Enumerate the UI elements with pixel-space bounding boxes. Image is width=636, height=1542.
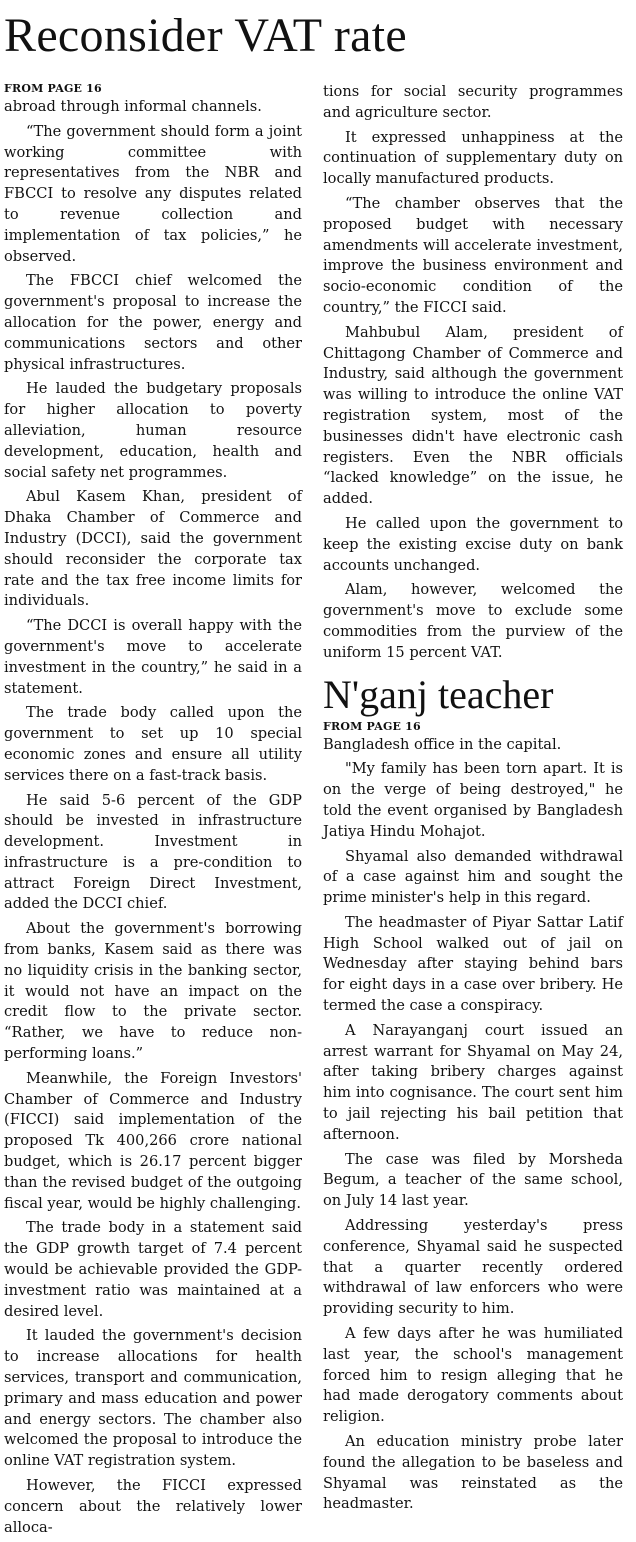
article-paragraph: "My family has been torn apart. It is on the verge of being destroyed," he told the event organised by Bangladesh Jatiya Hindu Mohajot. <box>323 760 623 840</box>
article-paragraph: abroad through informal channels. <box>4 98 262 115</box>
article-paragraph: It lauded the government's decision to increase allocations for health services, transport and communication, primary and mass education and power and energy sectors. The chamber also welcomed the proposal to introduce the online VAT registration system. <box>4 1327 302 1470</box>
article-paragraph: An education ministry probe later found the allegation to be baseless and Shyamal was reinstated as the headmaster. <box>323 1433 623 1513</box>
story1-left-column <box>4 82 302 1542</box>
article-paragraph: Addressing yesterday's press conference, Shyamal said he suspected that a quarter recently ordered withdrawal of law enforcers who were providing security to him. <box>323 1217 623 1318</box>
article-paragraph: He called upon the government to keep the existing excise duty on bank accounts unchanged. <box>323 514 623 574</box>
article-paragraph: He said 5-6 percent of the GDP should be invested in infrastructure development. Investment in infrastructure is a pre-condition to attract Foreign Direct Investment, added the DCCI chief. <box>4 791 302 913</box>
article-paragraph: Meanwhile, the Foreign Investors' Chamber of Commerce and Industry (FICCI) said implementation of the proposed Tk 400,266 crore national budget, which is 26.17 percent bigger than the revised budget of the outgoing fiscal year, would be highly challenging. <box>4 1069 302 1212</box>
story1-headline: Reconsider VAT rate <box>4 9 407 62</box>
story2-headline: N'ganj teacher <box>323 671 554 717</box>
article-paragraph: The trade body in a statement said the GDP growth target of 7.4 percent would be achievable provided the GDP-investment ratio was maintained at a desired level. <box>4 1219 302 1320</box>
story1-jump-label: FROM PAGE 16 <box>4 82 102 95</box>
article-paragraph: The trade body called upon the government to set up 10 special economic zones and ensure all utility services there on a fast-track basis. <box>4 704 302 784</box>
article-paragraph: Alam, however, welcomed the government's move to exclude some commodities from the purview of the uniform 15 percent VAT. <box>323 581 623 661</box>
article-paragraph: Shyamal also demanded withdrawal of a case against him and sought the prime minister's help in this regard. <box>323 847 623 907</box>
article-paragraph: tions for social security programmes and agriculture sector. <box>323 83 623 121</box>
article-paragraph: The FBCCI chief welcomed the government's proposal to increase the allocation for the power, energy and communications sectors and other physical infrastructures. <box>4 272 302 373</box>
article-paragraph: The headmaster of Piyar Sattar Latif High School walked out of jail on Wednesday after staying behind bars for eight days in a case over bribery. He termed the case a conspiracy. <box>323 913 623 1015</box>
article-paragraph: “The government should form a joint working committee with representatives from the NBR and FBCCI to resolve any disputes related to revenue collection and implementation of tax policies,” he observed. <box>4 122 302 265</box>
article-paragraph: “The DCCI is overall happy with the government's move to accelerate investment in the country,” he said in a statement. <box>4 617 302 697</box>
article-paragraph: It expressed unhappiness at the continuation of supplementary duty on locally manufactured products. <box>323 128 623 188</box>
article-paragraph: “The chamber observes that the proposed budget with necessary amendments will accelerate investment, improve the business environment and socio-economic condition of the country,” the FICCI said. <box>323 194 623 316</box>
article-paragraph: Abul Kasem Khan, president of Dhaka Chamber of Commerce and Industry (DCCI), said the government should reconsider the corporate tax rate and the tax free income limits for individuals. <box>4 488 302 610</box>
article-paragraph: Mahbubul Alam, president of Chittagong Chamber of Commerce and Industry, said although the government was willing to introduce the online VAT registration system, most of the businesses didn't have electronic cash registers. Even the NBR officials “lacked knowledge” on the issue, he added. <box>323 323 623 508</box>
article-paragraph: About the government's borrowing from banks, Kasem said as there was no liquidity crisis in the banking sector, it would not have an impact on the credit flow to the private sector. “Rather, we have to reduce non-performing loans.” <box>4 920 302 1063</box>
article-paragraph: Bangladesh office in the capital. <box>323 735 562 753</box>
article-paragraph: He lauded the budgetary proposals for higher allocation to poverty alleviation, human resource development, education, health and social safety net programmes. <box>4 380 302 481</box>
article-paragraph: However, the FICCI expressed concern about the relatively lower alloca- <box>4 1477 302 1536</box>
story2-jump-label: FROM PAGE 16 <box>323 719 421 733</box>
article-paragraph: A Narayanganj court issued an arrest warrant for Shyamal on May 24, after taking bribery charges against him into cognisance. The court sent him to jail rejecting his bail petition that afternoon. <box>323 1021 623 1143</box>
article-paragraph: A few days after he was humiliated last year, the school's management forced him to resign alleging that he had made derogatory comments about religion. <box>323 1325 623 1426</box>
article-paragraph: The case was filed by Morsheda Begum, a teacher of the same school, on July 14 last year. <box>323 1150 623 1210</box>
right-column <box>323 82 623 1519</box>
